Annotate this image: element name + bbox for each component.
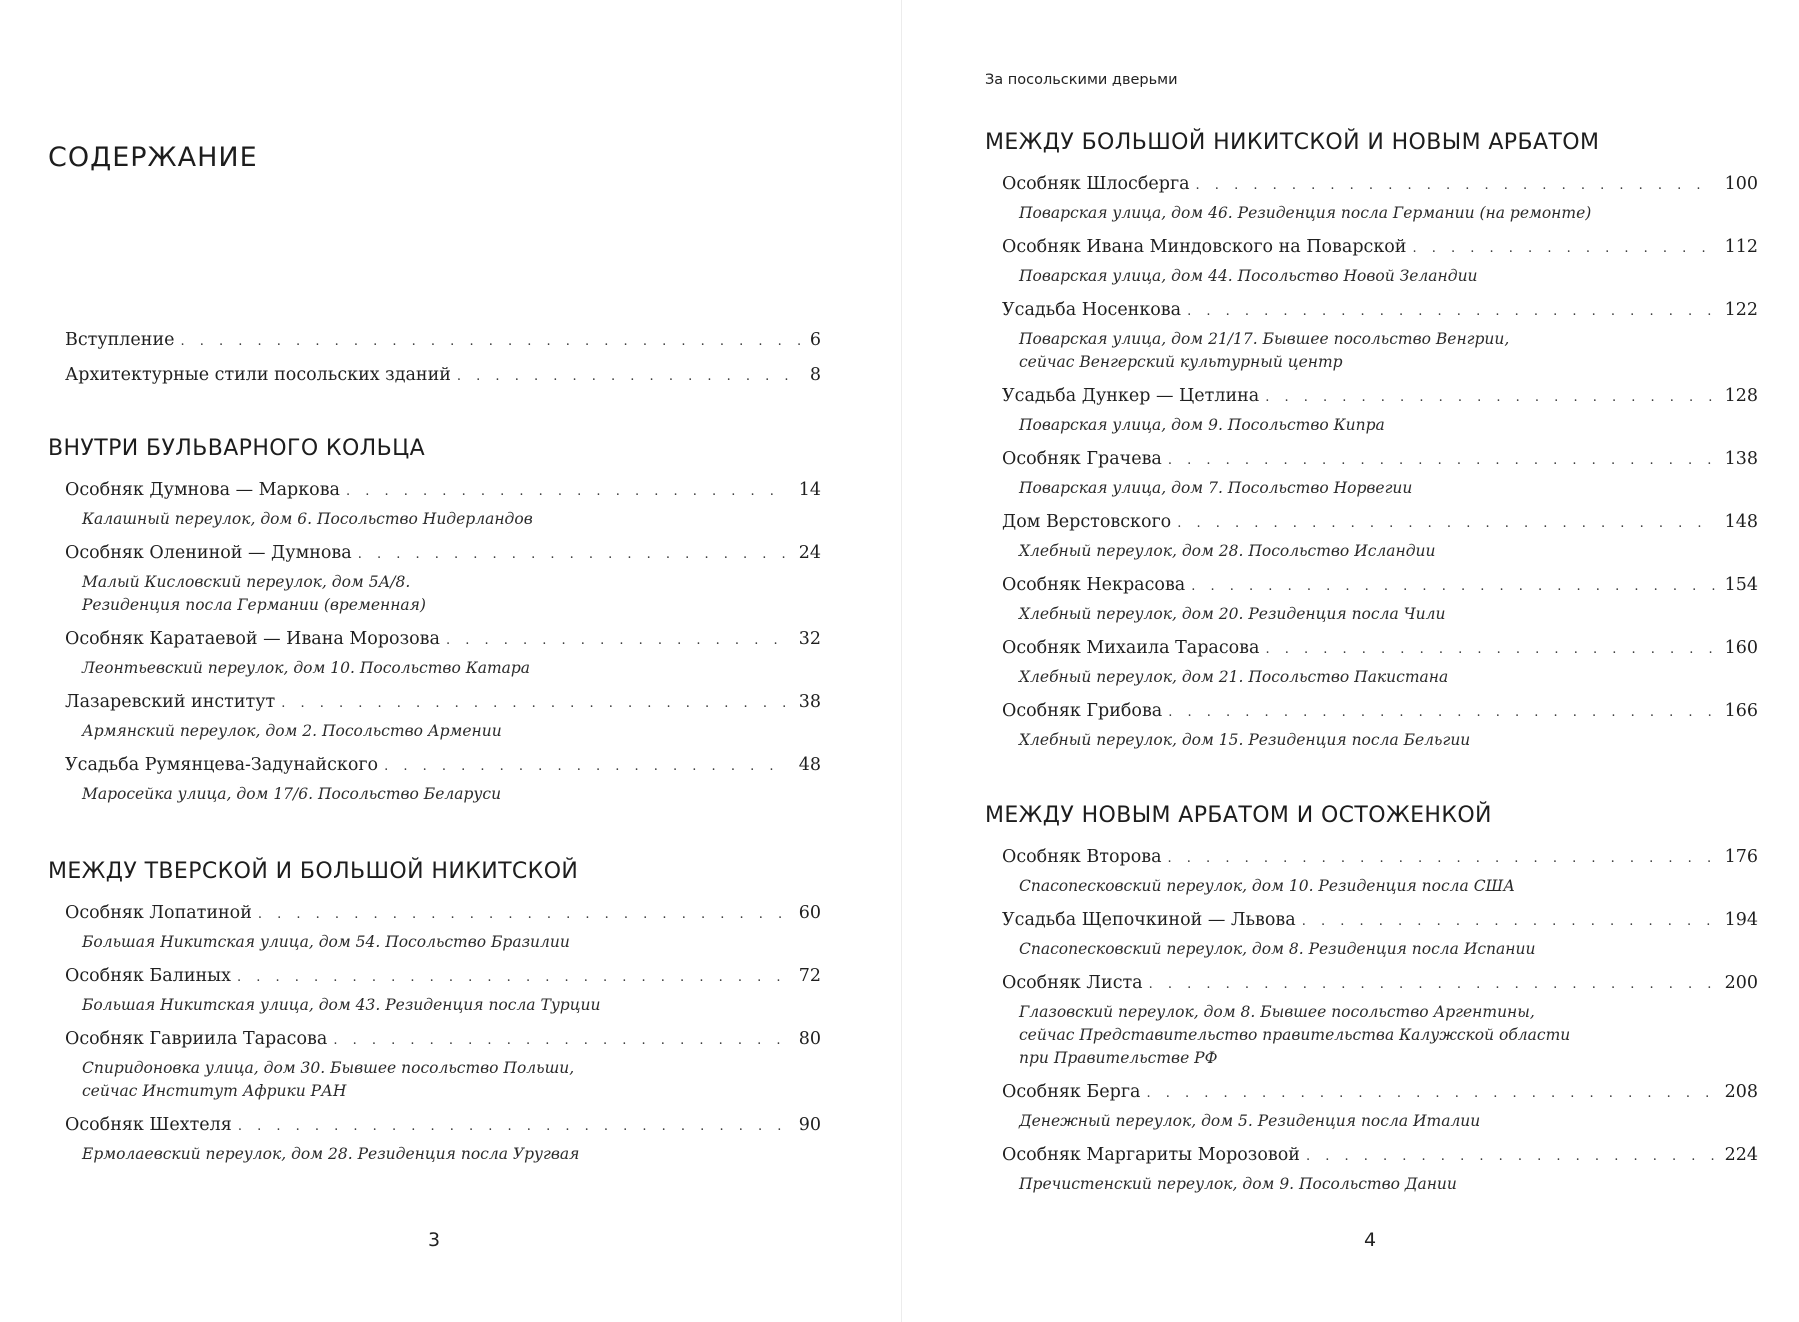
entry-title: Особняк Лопатиной [65, 903, 252, 923]
intro-entries [65, 328, 821, 389]
entry-title: Особняк Листа [1002, 973, 1143, 993]
entry-address-line: Поварская улица, дом 7. Посольство Норвегии [1019, 479, 1413, 497]
entry-title: Особняк Ивана Миндовского на Поварской [1002, 237, 1407, 257]
toc-entry-line [65, 363, 821, 389]
dot-leader [1146, 1082, 1714, 1106]
toc-section [985, 128, 1758, 762]
entry-address [65, 720, 821, 743]
toc-entry-line [65, 1027, 821, 1053]
toc-entry-line [1002, 699, 1758, 725]
entry-address-line: Спиридоновка улица, дом 30. Бывшее посольство Польши, [82, 1059, 575, 1077]
dot-leader [358, 543, 789, 567]
entry-title: Дом Верстовского [1002, 512, 1172, 532]
toc-entry [1002, 447, 1758, 500]
toc-entry [1002, 235, 1758, 288]
entry-page-number: 224 [1724, 1145, 1758, 1165]
dot-leader [1302, 910, 1715, 934]
entry-address-line: Хлебный переулок, дом 21. Посольство Пакистана [1019, 668, 1449, 686]
entry-page-number: 160 [1724, 638, 1758, 658]
section-entries [48, 478, 821, 806]
section-entries [985, 172, 1758, 752]
dot-leader [1265, 638, 1714, 662]
entry-title: Особняк Гавриила Тарасова [65, 1029, 328, 1049]
entry-title: Особняк Второва [1002, 847, 1162, 867]
entry-page-number: 176 [1724, 847, 1758, 867]
entry-address [1002, 1110, 1758, 1133]
toc-entry-line [1002, 447, 1758, 473]
dot-leader [238, 1115, 789, 1139]
toc-entry-line [65, 901, 821, 927]
dot-leader [384, 755, 789, 779]
section-entries [985, 845, 1758, 1196]
entry-address [1002, 477, 1758, 500]
toc-entry-line [1002, 636, 1758, 662]
running-head: За посольскими дверьми [985, 72, 1178, 88]
toc-entry [1002, 510, 1758, 563]
entry-address [1002, 938, 1758, 961]
entry-address-line: Глазовский переулок, дом 8. Бывшее посольство Аргентины, [1019, 1003, 1535, 1021]
dot-leader [446, 629, 789, 653]
contents-title: СОДЕРЖАНИЕ [48, 142, 258, 173]
section-title: ВНУТРИ БУЛЬВАРНОГО КОЛЬЦА [48, 436, 426, 461]
dot-leader [1196, 174, 1715, 198]
entry-title: Лазаревский институт [65, 692, 276, 712]
toc-entry-line [65, 690, 821, 716]
entry-address-line: Пречистенский переулок, дом 9. Посольство Дании [1019, 1175, 1457, 1193]
section-title: МЕЖДУ НОВЫМ АРБАТОМ И ОСТОЖЕНКОЙ [985, 803, 1492, 828]
entry-address [1002, 1173, 1758, 1196]
entry-address-line: Хлебный переулок, дом 20. Резиденция посла Чили [1019, 605, 1446, 623]
entry-page-number: 90 [798, 1115, 821, 1135]
toc-entry-line [65, 541, 821, 567]
toc-entry [65, 363, 821, 389]
entry-page-number: 80 [798, 1029, 821, 1049]
toc-entry [1002, 1143, 1758, 1196]
dot-leader [346, 480, 789, 504]
entry-page-number: 6 [809, 330, 821, 350]
toc-section [48, 434, 821, 816]
entry-address [1002, 328, 1758, 374]
entry-address [65, 783, 821, 806]
dot-leader [1168, 847, 1715, 871]
entry-title: Особняк Думнова — Маркова [65, 480, 340, 500]
toc-entry [65, 901, 821, 954]
dot-leader [1412, 237, 1714, 261]
toc-entry [65, 964, 821, 1017]
entry-address-line: Поварская улица, дом 46. Резиденция посла Германии (на ремонте) [1019, 204, 1592, 222]
toc-entry [1002, 384, 1758, 437]
entry-address [1002, 875, 1758, 898]
entry-address-line: Большая Никитская улица, дом 54. Посольство Бразилии [82, 933, 570, 951]
entry-page-number: 200 [1724, 973, 1758, 993]
intro-block [65, 328, 821, 398]
toc-entry [1002, 699, 1758, 752]
page-number-left: 3 [428, 1229, 441, 1251]
entry-page-number: 60 [798, 903, 821, 923]
dot-leader [237, 966, 789, 990]
entry-title: Архитектурные стили посольских зданий [65, 365, 451, 385]
book-spine [901, 0, 902, 1322]
toc-entry [1002, 573, 1758, 626]
entry-page-number: 24 [798, 543, 821, 563]
entry-title: Особняк Каратаевой — Ивана Морозова [65, 629, 440, 649]
entry-title: Особняк Берга [1002, 1082, 1141, 1102]
entry-page-number: 148 [1724, 512, 1758, 532]
dot-leader [1187, 300, 1715, 324]
toc-entry [1002, 172, 1758, 225]
entry-address [65, 931, 821, 954]
entry-page-number: 38 [798, 692, 821, 712]
entry-page-number: 14 [798, 480, 821, 500]
entry-address [65, 1057, 821, 1103]
toc-entry [65, 1113, 821, 1166]
entry-address [1002, 603, 1758, 626]
dot-leader [1265, 386, 1714, 410]
entry-address [1002, 1001, 1758, 1070]
entry-address-line: Хлебный переулок, дом 15. Резиденция посла Бельгии [1019, 731, 1471, 749]
toc-entry-line [1002, 298, 1758, 324]
entry-address-line: Поварская улица, дом 21/17. Бывшее посольство Венгрии, [1019, 330, 1510, 348]
entry-title: Усадьба Носенкова [1002, 300, 1182, 320]
toc-section [985, 801, 1758, 1206]
dot-leader [1149, 973, 1715, 997]
dot-leader [1177, 512, 1714, 536]
toc-entry-line [1002, 235, 1758, 261]
entry-address [1002, 265, 1758, 288]
section-title: МЕЖДУ БОЛЬШОЙ НИКИТСКОЙ И НОВЫМ АРБАТОМ [985, 130, 1600, 155]
entry-title: Особняк Олениной — Думнова [65, 543, 352, 563]
page-number-right: 4 [1364, 1229, 1377, 1251]
dot-leader [180, 330, 799, 354]
entry-page-number: 138 [1724, 449, 1758, 469]
toc-entry [1002, 971, 1758, 1070]
toc-entry-line [1002, 908, 1758, 934]
entry-title: Вступление [65, 330, 175, 350]
toc-entry-line [1002, 510, 1758, 536]
toc-entry-line [1002, 573, 1758, 599]
entry-title: Особняк Шлосберга [1002, 174, 1190, 194]
entry-page-number: 122 [1724, 300, 1758, 320]
entry-address [1002, 666, 1758, 689]
toc-entry-line [65, 478, 821, 504]
entry-address-line: сейчас Институт Африки РАН [82, 1082, 347, 1100]
entry-page-number: 166 [1724, 701, 1758, 721]
entry-address-line: Поварская улица, дом 9. Посольство Кипра [1019, 416, 1385, 434]
dot-leader [281, 692, 789, 716]
entry-address [1002, 202, 1758, 225]
entry-address-line: Денежный переулок, дом 5. Резиденция посла Италии [1019, 1112, 1481, 1130]
section-entries [48, 901, 821, 1166]
toc-entry-line [65, 1113, 821, 1139]
entry-title: Особняк Шехтеля [65, 1115, 232, 1135]
toc-entry-line [65, 964, 821, 990]
entry-address-line: Армянский переулок, дом 2. Посольство Армении [82, 722, 502, 740]
toc-entry [65, 478, 821, 531]
entry-address [1002, 729, 1758, 752]
entry-page-number: 128 [1724, 386, 1758, 406]
entry-address [65, 657, 821, 680]
dot-leader [1168, 449, 1715, 473]
dot-leader [333, 1029, 788, 1053]
entry-address [1002, 414, 1758, 437]
toc-entry [1002, 845, 1758, 898]
entry-title: Особняк Маргариты Морозовой [1002, 1145, 1300, 1165]
toc-entry-line [65, 753, 821, 779]
entry-title: Особняк Михаила Тарасова [1002, 638, 1260, 658]
entry-address-line: Большая Никитская улица, дом 43. Резиденция посла Турции [82, 996, 601, 1014]
entry-address [65, 571, 821, 617]
toc-entry [1002, 298, 1758, 374]
entry-address-line: Спасопесковский переулок, дом 10. Резиденция посла США [1019, 877, 1515, 895]
section-title: МЕЖДУ ТВЕРСКОЙ И БОЛЬШОЙ НИКИТСКОЙ [48, 859, 579, 884]
toc-entry [1002, 908, 1758, 961]
entry-address-line: Поварская улица, дом 44. Посольство Новой Зеландии [1019, 267, 1478, 285]
dot-leader [1306, 1145, 1715, 1169]
toc-entry [65, 753, 821, 806]
entry-address-line: Спасопесковский переулок, дом 8. Резиденция посла Испании [1019, 940, 1536, 958]
toc-entry-line [1002, 1080, 1758, 1106]
toc-entry [65, 541, 821, 617]
entry-page-number: 112 [1724, 237, 1758, 257]
entry-title: Усадьба Щепочкиной — Львова [1002, 910, 1296, 930]
entry-title: Особняк Некрасова [1002, 575, 1186, 595]
dot-leader [1191, 575, 1714, 599]
toc-entry-line [1002, 1143, 1758, 1169]
entry-address-line: при Правительстве РФ [1019, 1049, 1218, 1067]
entry-title: Особняк Грачева [1002, 449, 1162, 469]
entry-page-number: 194 [1724, 910, 1758, 930]
toc-section [48, 857, 821, 1176]
entry-address [65, 1143, 821, 1166]
entry-address-line: Хлебный переулок, дом 28. Посольство Исландии [1019, 542, 1436, 560]
toc-entry [65, 627, 821, 680]
toc-entry [1002, 636, 1758, 689]
toc-entry-line [1002, 845, 1758, 871]
entry-address [65, 994, 821, 1017]
entry-page-number: 208 [1724, 1082, 1758, 1102]
entry-page-number: 8 [809, 365, 821, 385]
dot-leader [258, 903, 789, 927]
entry-title: Особняк Грибова [1002, 701, 1163, 721]
dot-leader [1168, 701, 1714, 725]
entry-page-number: 32 [798, 629, 821, 649]
toc-entry-line [1002, 384, 1758, 410]
entry-page-number: 154 [1724, 575, 1758, 595]
toc-entry [1002, 1080, 1758, 1133]
dot-leader [457, 365, 800, 389]
entry-title: Особняк Балиных [65, 966, 231, 986]
toc-entry-line [1002, 971, 1758, 997]
toc-entry [65, 328, 821, 354]
toc-entry [65, 690, 821, 743]
entry-title: Усадьба Румянцева-Задунайского [65, 755, 379, 775]
entry-page-number: 100 [1724, 174, 1758, 194]
entry-address-line: Резиденция посла Германии (временная) [82, 596, 426, 614]
entry-address-line: Леонтьевский переулок, дом 10. Посольство Катара [82, 659, 531, 677]
entry-address-line: Калашный переулок, дом 6. Посольство Нидерландов [82, 510, 533, 528]
entry-address-line: Маросейка улица, дом 17/6. Посольство Беларуси [82, 785, 502, 803]
entry-address [1002, 540, 1758, 563]
entry-page-number: 48 [798, 755, 821, 775]
entry-page-number: 72 [798, 966, 821, 986]
toc-entry-line [65, 328, 821, 354]
toc-entry-line [65, 627, 821, 653]
toc-entry [65, 1027, 821, 1103]
entry-title: Усадьба Дункер — Цетлина [1002, 386, 1260, 406]
entry-address-line: Малый Кисловский переулок, дом 5А/8. [82, 573, 411, 591]
entry-address [65, 508, 821, 531]
entry-address-line: Ермолаевский переулок, дом 28. Резиденция посла Уругвая [82, 1145, 580, 1163]
entry-address-line: сейчас Венгерский культурный центр [1019, 353, 1343, 371]
entry-address-line: сейчас Представительство правительства Калужской области [1019, 1026, 1571, 1044]
toc-entry-line [1002, 172, 1758, 198]
